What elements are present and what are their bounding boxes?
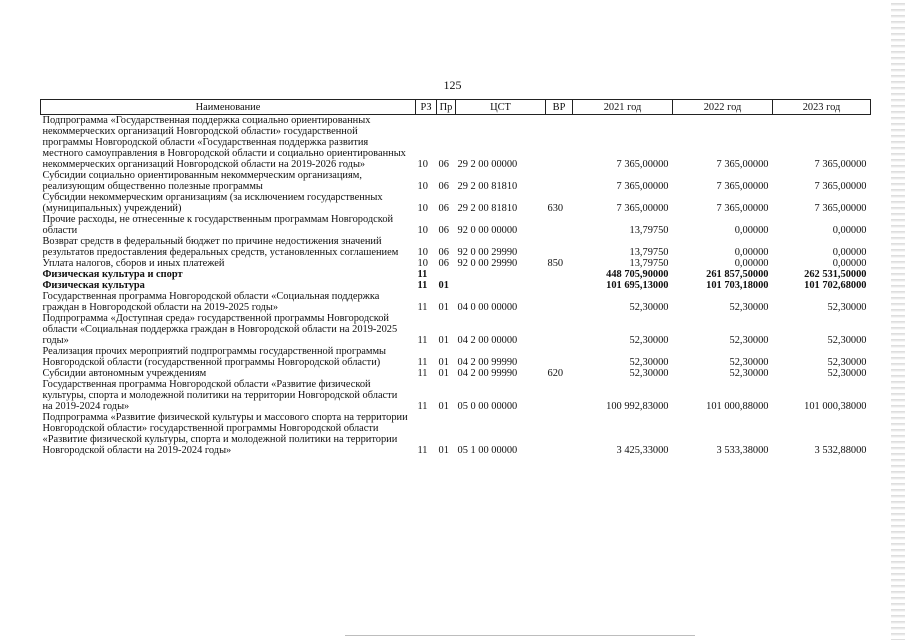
row-cst: 04 2 00 99990: [457, 368, 518, 379]
row-vr: [546, 379, 573, 412]
row-value-2023: 0,00000: [832, 258, 867, 269]
row-cst: 92 0 00 29990: [457, 247, 518, 258]
row-value-2021: 100 992,83000: [606, 401, 669, 412]
row-name: Подпрограмма «Государственная поддержка социально ориентированных некоммерческих организаций Новгородской области» государственной программы Новгородской области «Государственная поддержка развития местного самоуправления в Новгородской области и социально ориентированных некоммерческих организаций Новгородской области на 2019-2026 годы»: [42, 115, 406, 170]
table-row: [41, 269, 871, 280]
row-cst: 92 0 00 29990: [457, 258, 518, 269]
row-pr: 01: [438, 357, 449, 368]
row-vr: [546, 115, 573, 171]
row-name: Подпрограмма «Доступная среда» государственной программы Новгородской области «Социальная поддержка граждан в Новгородской области на 2019-2025 годы»: [42, 313, 398, 346]
row-value-2022: 52,30000: [729, 368, 769, 379]
table-row: [41, 412, 871, 456]
row-value-2022: 52,30000: [729, 302, 769, 313]
table-row: [41, 258, 871, 269]
row-name: Субсидии некоммерческим организациям (за исключением государственных (муниципальных) учреждений): [42, 192, 383, 214]
row-name: Уплата налогов, сборов и иных платежей: [42, 258, 225, 269]
row-value-2022: 0,00000: [734, 225, 769, 236]
row-cst: 29 2 00 00000: [457, 159, 518, 170]
row-cst: [456, 280, 546, 291]
row-pr: 01: [438, 401, 449, 412]
row-vr: [546, 214, 573, 236]
row-value-2022: 101 000,88000: [706, 401, 769, 412]
row-pr: 06: [438, 181, 449, 192]
row-rz: 10: [417, 203, 428, 214]
row-vr: 630: [547, 203, 564, 214]
page-number: 125: [443, 78, 462, 92]
row-pr: 01: [438, 368, 449, 379]
row-rz: 11: [417, 269, 428, 280]
row-value-2021: 52,30000: [629, 335, 669, 346]
row-rz: 11: [417, 401, 428, 412]
row-pr: 06: [438, 247, 449, 258]
row-value-2023: 3 532,88000: [814, 445, 867, 456]
row-value-2023: 52,30000: [827, 335, 867, 346]
row-name: Субсидии социально ориентированным некоммерческим организациям, реализующим общественно полезные программы: [42, 170, 362, 192]
row-value-2023: 52,30000: [827, 368, 867, 379]
row-rz: 10: [417, 159, 428, 170]
row-value-2023: 7 365,00000: [814, 181, 867, 192]
row-vr: [546, 170, 573, 192]
row-cst: 05 0 00 00000: [457, 401, 518, 412]
row-name: Субсидии автономным учреждениям: [42, 368, 207, 379]
row-cst: 04 2 00 99990: [457, 357, 518, 368]
row-vr: [546, 346, 573, 368]
row-rz: 11: [417, 280, 428, 291]
row-value-2021: 448 705,90000: [606, 269, 669, 280]
table-row: [41, 115, 871, 171]
row-rz: 11: [417, 302, 428, 313]
row-cst: 04 2 00 00000: [457, 335, 518, 346]
row-name: Физическая культура: [42, 280, 145, 291]
row-rz: 10: [417, 258, 428, 269]
table-row: [41, 170, 871, 192]
row-rz: 11: [417, 357, 428, 368]
header-2023: 2023 год: [773, 100, 871, 115]
table-row: [41, 280, 871, 291]
row-name: Прочие расходы, не отнесенные к государственным программам Новгородской области: [42, 214, 394, 236]
row-value-2021: 52,30000: [629, 368, 669, 379]
row-value-2021: 7 365,00000: [616, 181, 669, 192]
header-rz: РЗ: [416, 100, 437, 115]
table-row: [41, 379, 871, 412]
row-value-2022: 52,30000: [729, 357, 769, 368]
row-value-2023: 52,30000: [827, 302, 867, 313]
row-value-2023: 52,30000: [827, 357, 867, 368]
row-vr: 620: [547, 368, 564, 379]
row-value-2023: 7 365,00000: [814, 203, 867, 214]
row-value-2021: 13,79750: [629, 258, 669, 269]
row-value-2022: 52,30000: [729, 335, 769, 346]
budget-table: [40, 99, 871, 456]
header-2021: 2021 год: [573, 100, 673, 115]
row-vr: [546, 412, 573, 456]
row-vr: [546, 313, 573, 346]
row-vr: 850: [547, 258, 564, 269]
row-value-2023: 101 702,68000: [804, 280, 867, 291]
table-row: [41, 346, 871, 368]
table-row: [41, 236, 871, 258]
header-pr: Пр: [437, 100, 456, 115]
header-name: Наименование: [41, 100, 416, 115]
row-rz: 10: [417, 181, 428, 192]
row-pr: 01: [438, 335, 449, 346]
row-cst: [456, 269, 546, 280]
row-pr: 06: [438, 203, 449, 214]
row-vr: [546, 291, 573, 313]
row-value-2022: 3 533,38000: [716, 445, 769, 456]
row-value-2021: 7 365,00000: [616, 159, 669, 170]
row-cst: 05 1 00 00000: [457, 445, 518, 456]
row-rz: 11: [417, 368, 428, 379]
row-pr: 01: [438, 280, 449, 291]
row-value-2023: 0,00000: [832, 225, 867, 236]
header-cst: ЦСТ: [456, 100, 546, 115]
row-value-2023: 101 000,38000: [804, 401, 867, 412]
row-name: Возврат средств в федеральный бюджет по причине недостижения значений результатов предоставления федеральных средств, установленных соглашением: [42, 236, 399, 258]
row-value-2023: 7 365,00000: [814, 159, 867, 170]
row-value-2022: 261 857,50000: [706, 269, 769, 280]
scan-edge-shadow: [891, 0, 905, 640]
row-value-2022: 7 365,00000: [716, 181, 769, 192]
row-value-2022: 0,00000: [734, 258, 769, 269]
row-pr: 01: [438, 445, 449, 456]
header-vr: ВР: [546, 100, 573, 115]
row-vr: [546, 236, 573, 258]
row-pr: [437, 269, 456, 280]
table-row: [41, 313, 871, 346]
row-value-2022: 101 703,18000: [706, 280, 769, 291]
row-pr: 06: [438, 225, 449, 236]
header-2022: 2022 год: [673, 100, 773, 115]
row-value-2021: 101 695,13000: [606, 280, 669, 291]
table-header-row: [41, 100, 871, 115]
row-name: Подпрограмма «Развитие физической культуры и массового спорта на территории Новгородской области» государственной программы Новгородской области «Развитие физической культуры, спорта и молодежной политики на территории Новгородской области на 2019-2024 годы»: [42, 412, 408, 456]
row-value-2022: 7 365,00000: [716, 203, 769, 214]
row-cst: 92 0 00 00000: [457, 225, 518, 236]
row-name: Государственная программа Новгородской области «Развитие физической культуры, спорта и молодежной политики на территории Новгородской области на 2019-2024 годы»: [42, 379, 398, 412]
scan-artifact-line: [345, 635, 695, 636]
row-value-2022: 0,00000: [734, 247, 769, 258]
table-row: [41, 291, 871, 313]
row-cst: 29 2 00 81810: [457, 203, 518, 214]
row-value-2021: 13,79750: [629, 225, 669, 236]
row-value-2021: 52,30000: [629, 302, 669, 313]
row-rz: 10: [417, 225, 428, 236]
row-value-2021: 7 365,00000: [616, 203, 669, 214]
row-pr: 06: [438, 258, 449, 269]
row-rz: 10: [417, 247, 428, 258]
row-pr: 01: [438, 302, 449, 313]
row-value-2023: 262 531,50000: [804, 269, 867, 280]
row-name: Реализация прочих мероприятий подпрограммы государственной программы Новгородской области (государственной программы Новгородской области): [42, 346, 387, 368]
table-row: [41, 368, 871, 379]
row-value-2021: 3 425,33000: [616, 445, 669, 456]
row-cst: 29 2 00 81810: [457, 181, 518, 192]
row-value-2021: 13,79750: [629, 247, 669, 258]
table-row: [41, 192, 871, 214]
row-name: Физическая культура и спорт: [42, 269, 183, 280]
row-value-2023: 0,00000: [832, 247, 867, 258]
row-name: Государственная программа Новгородской области «Социальная поддержка граждан в Новгородской области на 2019-2025 годы»: [42, 291, 380, 313]
table-row: [41, 214, 871, 236]
row-cst: 04 0 00 00000: [457, 302, 518, 313]
row-pr: 06: [438, 159, 449, 170]
row-value-2021: 52,30000: [629, 357, 669, 368]
row-rz: 11: [417, 335, 428, 346]
row-value-2022: 7 365,00000: [716, 159, 769, 170]
row-rz: 11: [417, 445, 428, 456]
row-vr: [546, 280, 573, 291]
row-vr: [546, 269, 573, 280]
